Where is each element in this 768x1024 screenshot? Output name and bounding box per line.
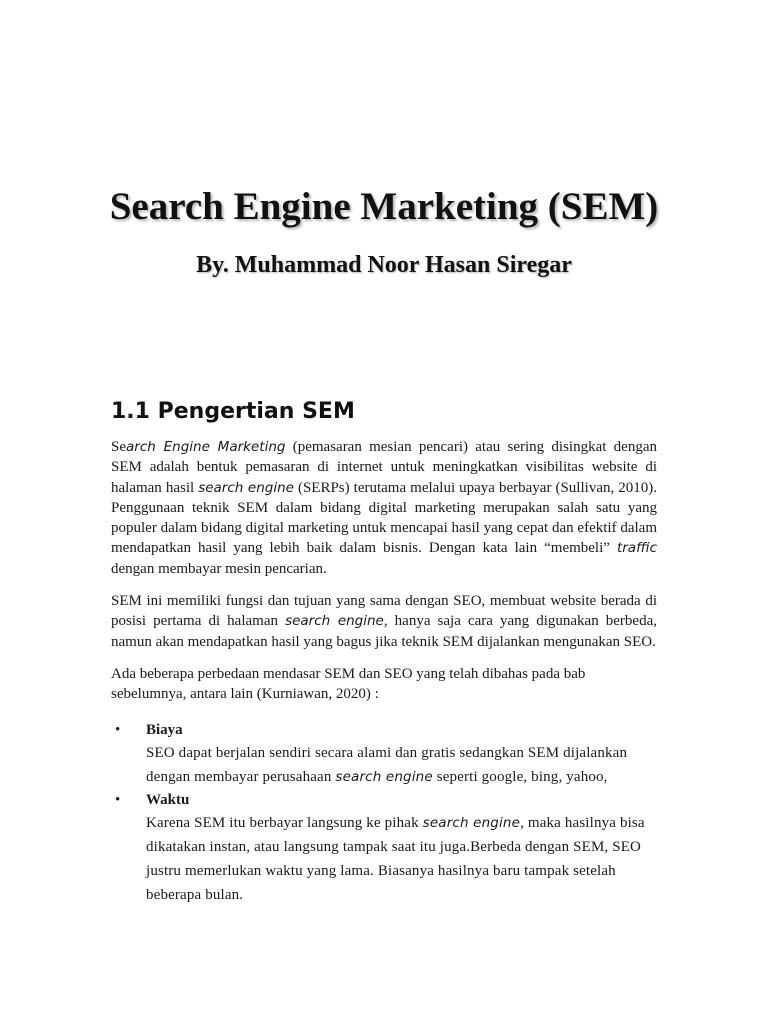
section-heading: 1.1 Pengertian SEM [111, 399, 355, 424]
document-body [111, 437, 657, 907]
paragraph-definition [111, 437, 657, 579]
list-item [111, 719, 657, 789]
para2-text-2: , hanya saja cara yang digunakan berbeda, namun akan mendapatkan hasil yang bagus jika teknik SEM dijalankan mengunakan SEO. [111, 613, 657, 650]
list-item-text-2: seperti google, bing, yahoo, [432, 768, 608, 785]
para1-text-2: (SERPs) terutama melalui upaya berbayar (Sullivan, 2010). Penggunaan teknik SEM dalam bidang digital marketing merupakan salah satu yang populer dalam bidang digital marketing untuk mencapai hasil yang cepat dan efektif dalam mendapatkan hasil yang lebih baik dalam bisnis. Dengan kata lain “membeli” [111, 479, 657, 557]
list-item-text [146, 811, 657, 907]
differences-list [111, 719, 657, 907]
para2-italic-1: search engine [285, 613, 384, 630]
paragraph-function [111, 591, 657, 652]
bullet-icon: • [115, 721, 121, 738]
list-item-text-1: Karena SEM itu berbayar langsung ke pihak [146, 814, 423, 831]
list-item-text-2: , maka hasilnya bisa dikatakan instan, atau langsung tampak saat itu juga.Berbeda dengan SEM, SEO justru memerlukan waktu yang lama. Biasanya hasilnya baru tampak setelah beberapa bulan. [146, 814, 645, 903]
para1-text-3: dengan membayar mesin pencarian. [111, 560, 327, 577]
list-item-italic: search engine [335, 768, 433, 785]
para2-text-1: SEM ini memiliki fungsi dan tujuan yang sama dengan SEO, membuat website berada di posisi pertama di halaman [111, 593, 657, 630]
list-item-title: Waktu [146, 791, 190, 808]
list-item-italic: search engine [422, 814, 521, 831]
document-title: Search Engine Marketing (SEM) [109, 185, 659, 228]
para1-italic-1: search engine [198, 479, 294, 496]
list-item-title: Biaya [146, 721, 183, 738]
paragraph-differences: Ada beberapa perbedaan mendasar SEM dan SEO yang telah dibahas pada bab sebelumnya, antara lain (Kurniawan, 2020) : [111, 665, 586, 703]
list-item-text [146, 741, 657, 789]
para1-text-1: (pemasaran mesian pencari) atau sering disingkat dengan SEM adalah bentuk pemasaran di internet untuk meningkatkan visibilitas website di halaman hasil [111, 439, 657, 496]
bullet-icon: • [115, 791, 121, 808]
list-item-text-1: SEO dapat berjalan sendiri secara alami dan gratis sedangkan SEM dijalankan dengan membayar perusahaan [146, 744, 628, 785]
document-author: By. Muhammad Noor Hasan Siregar [196, 252, 572, 278]
para1-lead-plain: Se [111, 439, 126, 455]
para1-italic-2: traffic [616, 540, 657, 557]
list-item [111, 789, 657, 907]
para1-lead-italic: arch Engine Marketing [126, 439, 286, 455]
